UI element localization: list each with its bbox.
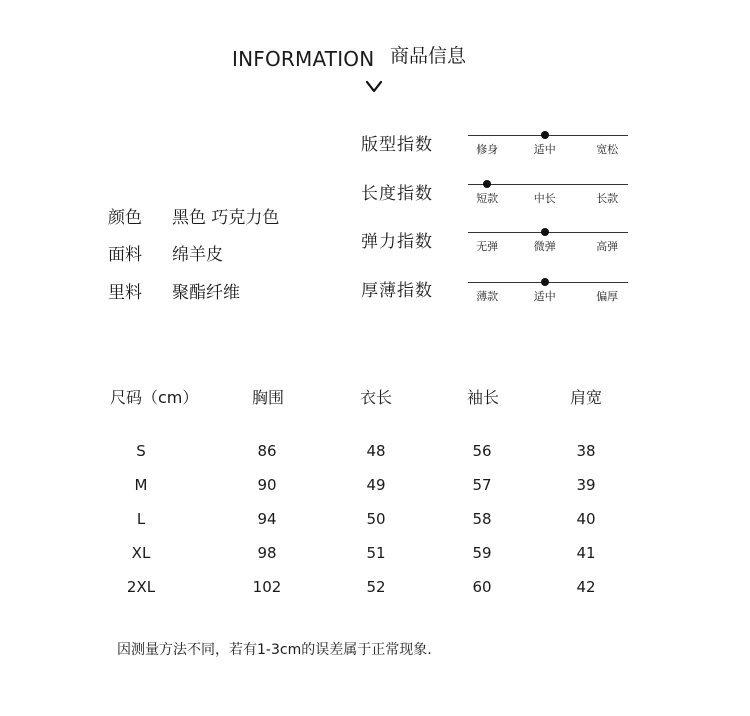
table-cell: 41 <box>576 544 596 562</box>
table-cell: S <box>136 442 146 460</box>
table-header-length: 衣长 <box>360 388 393 407</box>
table-cell: 38 <box>576 442 596 460</box>
index-scale-elasticity <box>468 232 628 262</box>
scale-marker <box>541 228 549 236</box>
table-cell: 39 <box>576 476 596 494</box>
table-cell: 48 <box>366 442 386 460</box>
attribute-label-lining: 里料 <box>108 283 142 303</box>
table-cell: XL <box>131 544 151 562</box>
index-label-length: 长度指数 <box>361 184 433 204</box>
scale-option: 高弹 <box>596 240 619 253</box>
table-cell: M <box>134 476 148 494</box>
table-cell: 102 <box>252 578 282 596</box>
table-header-sleeve: 袖长 <box>467 388 500 407</box>
table-cell: 49 <box>366 476 386 494</box>
index-scale-length <box>468 184 628 214</box>
table-cell: 60 <box>472 578 492 596</box>
scale-marker <box>483 180 491 188</box>
table-cell: 52 <box>366 578 386 596</box>
table-cell: 50 <box>366 510 386 528</box>
attribute-label-color: 颜色 <box>108 208 142 228</box>
table-cell: 51 <box>366 544 386 562</box>
scale-option: 短款 <box>476 192 499 205</box>
table-cell: 86 <box>257 442 277 460</box>
table-cell: 42 <box>576 578 596 596</box>
index-scale-fit <box>468 135 628 165</box>
chevron-down-icon <box>365 80 383 94</box>
table-cell: 58 <box>472 510 492 528</box>
attribute-value-fabric: 绵羊皮 <box>172 245 223 265</box>
table-header-size: 尺码（cm） <box>110 388 199 407</box>
title-zh: 商品信息 <box>390 45 467 67</box>
scale-marker <box>541 131 549 139</box>
scale-option: 无弹 <box>476 240 499 253</box>
table-cell: 94 <box>257 510 277 528</box>
attribute-value-lining: 聚酯纤维 <box>172 283 240 303</box>
table-cell: L <box>136 510 146 528</box>
scale-option: 中长 <box>533 192 556 205</box>
table-cell: 40 <box>576 510 596 528</box>
scale-option: 偏厚 <box>596 290 619 303</box>
table-cell: 59 <box>472 544 492 562</box>
scale-option: 长款 <box>596 192 619 205</box>
scale-option: 薄款 <box>476 290 499 303</box>
scale-option: 微弹 <box>533 240 556 253</box>
scale-marker <box>541 278 549 286</box>
attribute-value-color: 黑色 巧克力色 <box>172 208 280 228</box>
table-cell: 98 <box>257 544 277 562</box>
title-en: INFORMATION <box>232 47 375 71</box>
index-label-thickness: 厚薄指数 <box>361 281 433 301</box>
index-label-fit: 版型指数 <box>361 135 433 155</box>
scale-option: 宽松 <box>596 143 619 156</box>
scale-line <box>468 184 628 185</box>
scale-option: 适中 <box>533 143 556 156</box>
measurement-note: 因测量方法不同，若有1-3cm的误差属于正常现象. <box>117 642 432 658</box>
index-scale-thickness <box>468 282 628 312</box>
table-cell: 2XL <box>126 578 156 596</box>
table-cell: 90 <box>257 476 277 494</box>
table-header-shoulder: 肩宽 <box>570 388 603 407</box>
index-label-elasticity: 弹力指数 <box>361 232 433 252</box>
attribute-label-fabric: 面料 <box>108 245 142 265</box>
table-cell: 56 <box>472 442 492 460</box>
scale-option: 修身 <box>476 143 499 156</box>
table-cell: 57 <box>472 476 492 494</box>
table-header-chest: 胸围 <box>252 388 285 407</box>
scale-option: 适中 <box>533 290 556 303</box>
